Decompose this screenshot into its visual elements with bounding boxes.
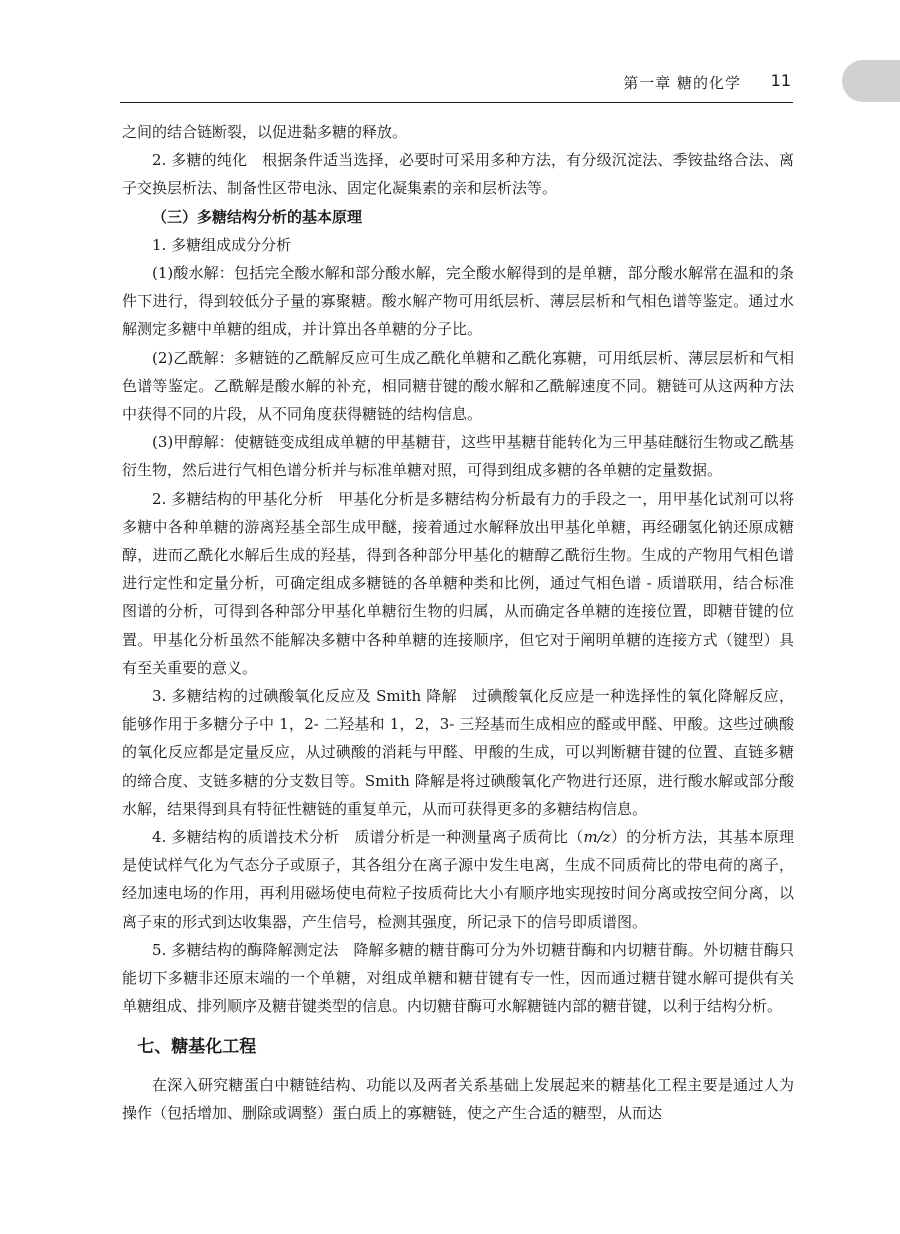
- running-header: [120, 62, 793, 103]
- paragraph-acid-hydrolysis: (1)酸水解：包括完全酸水解和部分酸水解，完全酸水解得到的是单糖，部分酸水解常在温和的条件下进行，得到较低分子量的寡聚糖。酸水解产物可用纸层析、薄层层析和气相色谱等鉴定。通过水解测定多糖中单糖的组成，并计算出各单糖的分子比。: [122, 264, 794, 339]
- paragraph-text: ）的分析方法，其基本原理是使试样气化为气态分子或原子，其各组分在离子源中发生电离，生成不同质荷比的带电荷的离子，经加速电场的作用，再利用磁场使电荷粒子按质荷比大小有顺序地实现按时间分离或按空间分离，以离子束的形式到达收集器，产生信号，检测其强度，所记录下的信号即质谱图。: [122, 828, 794, 931]
- chapter-thumb-tab: [842, 60, 900, 102]
- item-heading-composition: 1. 多糖组成成分分析: [152, 235, 292, 254]
- paragraph-methylation: [122, 485, 794, 682]
- chapter-title: 第一章 糖的化学: [623, 74, 741, 92]
- paragraph-methanolysis: (3)甲醇解：使糖链变成组成单糖的甲基糖苷，这些甲基糖苷能转化为三甲基硅醚衍生物或乙酰基衍生物，然后进行气相色谱分析并与标准单糖对照，可得到组成多糖的各单糖的定量数据。: [122, 433, 794, 480]
- page-body: [122, 118, 794, 1127]
- page-number: 11: [770, 71, 791, 90]
- paragraph-acetolysis: (2)乙酰解：多糖链的乙酰解反应可生成乙酰化单糖和乙酰化寡糖，可用纸层析、薄层层析和气相色谱等鉴定。乙酰解是酸水解的补充，相同糖苷键的酸水解和乙酰解速度不同。糖链可从这两种方法中获得不同的片段，从不同角度获得糖链的结构信息。: [122, 348, 794, 424]
- item-heading-periodate: 3. 多糖结构的过碘酸氧化反应及 Smith 降解: [152, 687, 457, 706]
- item-heading-mass-spec: 4. 多糖结构的质谱技术分析: [152, 828, 340, 847]
- paragraph-text: 甲基化分析是多糖结构分析最有力的手段之一，用甲基化试剂可以将多糖中各种单糖的游离羟基全部生成甲醚，接着通过水解释放出甲基化单糖，再经硼氢化钠还原成糖醇，进而乙酰化水解后生成的羟基，得到各种部分甲基化的糖醇乙酰衍生物。生成的产物用气相色谱进行定性和定量分析，可确定组成多糖链的各单糖种类和比例，通过气相色谱 - 质谱联用，结合标准图谱的分析，可得到各种部分甲基化单糖衍生物的归属，从而确定各单糖的连接位置，即糖苷键的位置。甲基化分析虽然不能解决多糖中各种单糖的连接顺序，但它对于阐明单糖的连接方式（键型）具有至关重要的意义。: [122, 489, 794, 677]
- paragraph-text: 质谱分析是一种测量离子质荷比（: [354, 828, 584, 847]
- paragraph-enzymatic: [122, 936, 794, 1021]
- item-heading-purification: 2. 多糖的纯化: [152, 151, 248, 170]
- item-heading-enzymatic: 5. 多糖结构的酶降解测定法: [152, 940, 339, 959]
- paragraph-text: 过碘酸氧化反应是一种选择性的氧化降解反应，能够作用于多糖分子中 1，2- 二羟基和 1，2，3- 三羟基而生成相应的醛或甲醛、甲酸。这些过碘酸的氧化反应都是定量反应，从过碘酸的消耗与甲醛、甲酸的生成，可以判断糖苷键的位置、直链多糖的缔合度、支链多糖的分支数目等。Smith 降解是将过碘酸氧化产物进行还原，进行酸水解或部分酸水解，结果得到具有特征性糖链的重复单元，从而可获得更多的多糖结构信息。: [122, 687, 794, 818]
- mz-symbol: m/z: [583, 828, 611, 847]
- paragraph-text: 根据条件适当选择，必要时可采用多种方法，有分级沉淀法、季铵盐络合法、离子交换层析法、制备性区带电泳、固定化凝集素的亲和层析法等。: [122, 151, 794, 198]
- paragraph-glycoengineering: 在深入研究糖蛋白中糖链结构、功能以及两者关系基础上发展起来的糖基化工程主要是通过人为操作（包括增加、删除或调整）蛋白质上的寡糖链，使之产生合适的糖型，从而达: [122, 1075, 794, 1122]
- paragraph-mass-spec: [122, 823, 794, 936]
- subsection-heading: （三）多糖结构分析的基本原理: [152, 207, 363, 226]
- section-heading: 七、糖基化工程: [137, 1036, 257, 1057]
- paragraph-periodate: [122, 682, 794, 823]
- paragraph-continuation: 之间的结合链断裂，以促进黏多糖的释放。: [122, 123, 408, 141]
- paragraph-text: 降解多糖的糖苷酶可分为外切糖苷酶和内切糖苷酶。外切糖苷酶只能切下多糖非还原末端的一个单糖，对组成单糖和糖苷键有专一性，因而通过糖苷键水解可提供有关单糖组成、排列顺序及糖苷键类型的信息。内切糖苷酶可水解糖链内部的糖苷键，以利于结构分析。: [122, 940, 794, 1016]
- paragraph-purification: [122, 146, 794, 202]
- item-heading-methylation: 2. 多糖结构的甲基化分析: [152, 489, 324, 508]
